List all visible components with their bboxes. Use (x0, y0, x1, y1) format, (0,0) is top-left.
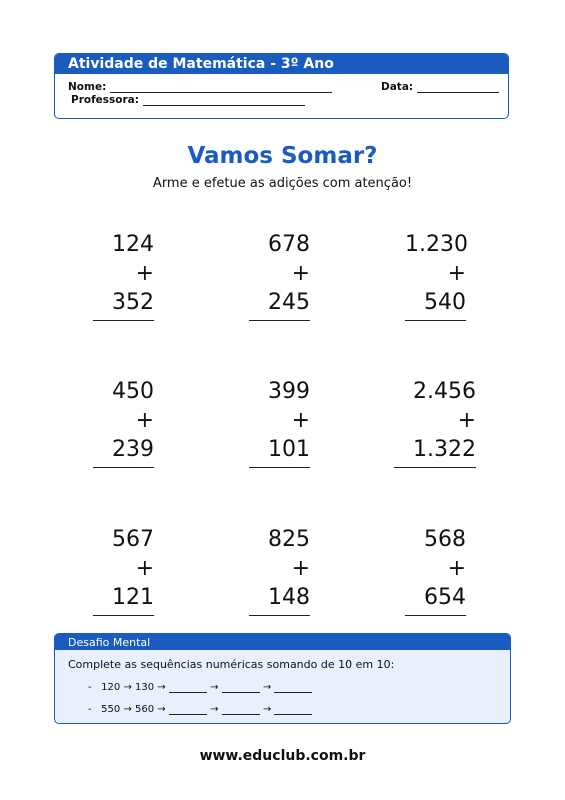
problem-line (394, 467, 476, 468)
date-line[interactable] (417, 82, 499, 93)
arrow-icon: → (210, 704, 219, 715)
problem-bottom: + 101 (268, 408, 310, 462)
problem-bottom: + 121 (112, 556, 154, 610)
sequence-bullet: - (88, 704, 92, 715)
problem-bottom: + 148 (268, 556, 310, 610)
problem-5 (249, 377, 310, 468)
problem-bottom: + 1.322 (413, 408, 476, 462)
problem-top: 1.230 (405, 232, 468, 257)
sequence-second: 560 (135, 704, 155, 715)
sequence-first: 550 (101, 704, 121, 715)
problem-bottom: + 654 (424, 556, 466, 610)
challenge-box (54, 633, 511, 724)
sequence-bullet: - (88, 682, 92, 693)
problem-top: 568 (424, 527, 466, 552)
problem-bottom: + 352 (112, 261, 154, 315)
problem-1 (93, 230, 154, 321)
arrow-icon: → (262, 682, 272, 693)
name-label: Nome: (68, 81, 107, 93)
arrow-icon: → (123, 682, 132, 693)
problem-top: 567 (112, 527, 154, 552)
answer-blank[interactable] (222, 705, 260, 715)
problem-top: 399 (268, 379, 310, 404)
problem-line (249, 320, 310, 321)
problem-top: 450 (112, 379, 154, 404)
answer-blank[interactable] (169, 683, 207, 693)
problem-8 (249, 525, 310, 616)
page-title: Vamos Somar? (187, 143, 378, 169)
problem-line (405, 615, 466, 616)
arrow-icon: → (123, 704, 132, 715)
sequence-second: 130 (135, 682, 155, 693)
page-subtitle: Arme e efetue as adições com atenção! (152, 176, 413, 191)
problem-line (93, 467, 154, 468)
sequence-1 (88, 682, 312, 693)
teacher-line[interactable] (143, 95, 305, 106)
footer-url[interactable]: www.educlub.com.br (199, 748, 366, 764)
arrow-icon: → (262, 704, 272, 715)
sequence-first: 120 (101, 682, 121, 693)
problem-top: 825 (268, 527, 310, 552)
name-field (68, 81, 332, 93)
problem-bottom: + 239 (112, 408, 154, 462)
answer-blank[interactable] (274, 705, 312, 715)
problem-3 (405, 230, 466, 321)
problem-9 (405, 525, 466, 616)
problem-top: 124 (112, 232, 154, 257)
arrow-icon: → (210, 682, 219, 693)
problem-line (249, 615, 310, 616)
teacher-field (71, 94, 305, 106)
problem-bottom: + 245 (268, 261, 310, 315)
problem-line (93, 615, 154, 616)
problem-6 (394, 377, 476, 468)
problem-line (405, 320, 466, 321)
problem-2 (249, 230, 310, 321)
arrow-icon: → (157, 704, 166, 715)
header-box (54, 53, 509, 119)
problem-4 (93, 377, 154, 468)
problem-line (249, 467, 310, 468)
problem-line (93, 320, 154, 321)
challenge-title: Desafio Mental (55, 634, 510, 650)
problem-top: 678 (268, 232, 310, 257)
answer-blank[interactable] (274, 683, 312, 693)
date-field (381, 81, 499, 93)
problem-7 (93, 525, 154, 616)
sequence-2 (88, 704, 312, 715)
problem-bottom: + 540 (424, 261, 466, 315)
name-line[interactable] (110, 82, 332, 93)
arrow-icon: → (157, 682, 166, 693)
challenge-instruction: Complete as sequências numéricas somando de 10 em 10: (68, 658, 395, 671)
teacher-label: Professora: (71, 94, 139, 106)
header-title: Atividade de Matemática - 3º Ano (55, 54, 508, 74)
problem-top: 2.456 (413, 379, 476, 404)
date-label: Data: (381, 81, 414, 93)
answer-blank[interactable] (169, 705, 207, 715)
answer-blank[interactable] (222, 683, 260, 693)
